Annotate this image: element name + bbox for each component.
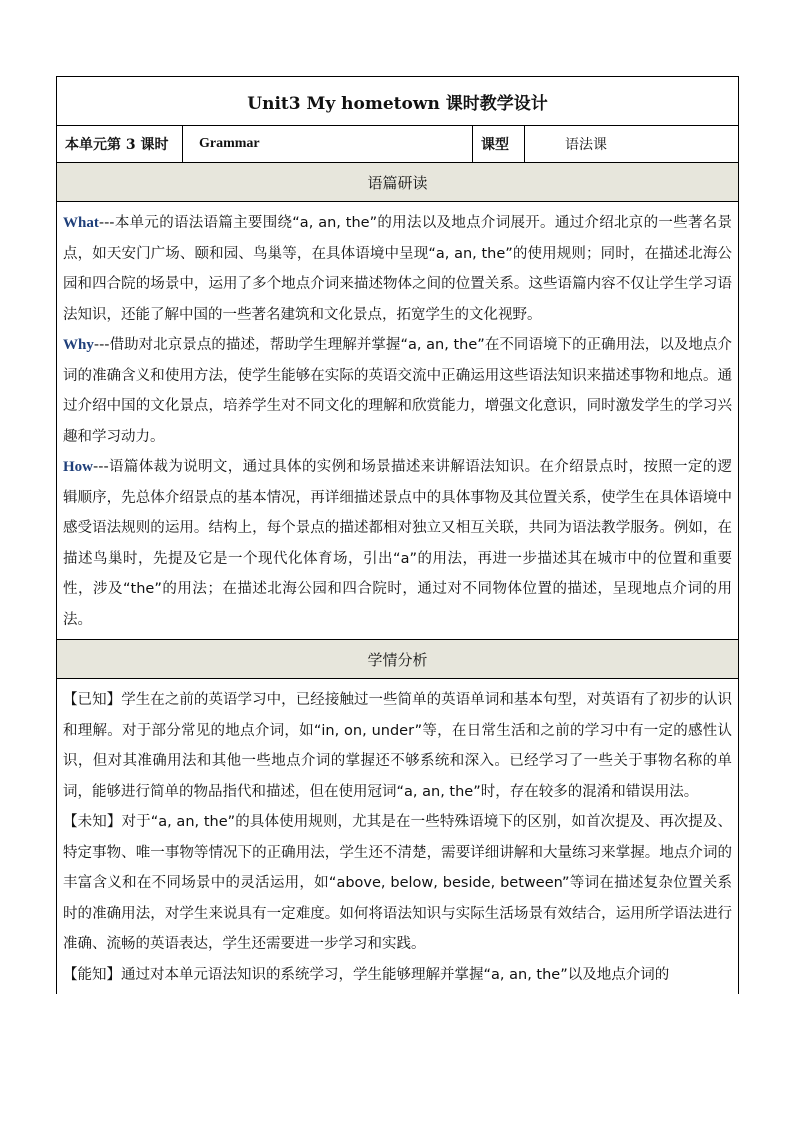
- lesson-type-label: 课型: [473, 126, 525, 163]
- text-analysis-content: [57, 202, 739, 640]
- lesson-number-label: 本单元第 3 课时: [57, 126, 183, 163]
- meta-row: [57, 126, 739, 163]
- text-what: ---本单元的语法语篇主要围绕“a, an, the”的用法以及地点介词展开。通过介绍北京的一些著名景点，如天安门广场、颐和园、鸟巢等，在具体语境中呈现“a, an, the”的使用规则；同时，在描述北海公园和四合院的场景中，运用了多个地点介词来描述物体之间的位置关系。这些语篇内容不仅让学生学习语法知识，还能了解中国的一些著名建筑和文化景点，拓宽学生的文化视野。: [63, 215, 733, 323]
- label-known: 【已知】: [63, 692, 122, 708]
- paragraph-what: [63, 208, 732, 330]
- text-unknown: 对于“a, an, the”的具体使用规则，尤其是在一些特殊语境下的区别，如首次提及、再次提及、特定事物、唯一事物等情况下的正确用法，学生还不清楚，需要详细讲解和大量练习来掌握。地点介词的丰富含义和在不同场景中的灵活运用，如“above, below, beside, between”等词在描述复杂位置关系时的准确用法，对学生来说具有一定难度。如何将语法知识与实际生活场景有效结合，运用所学语法进行准确、流畅的英语表达，学生还需要进一步学习和实践。: [63, 814, 733, 952]
- section-heading-student-analysis: 学情分析: [57, 640, 739, 679]
- paragraph-achievable: [63, 960, 732, 991]
- paragraph-how: [63, 452, 732, 635]
- label-how: How: [63, 459, 93, 475]
- text-achievable: 通过对本单元语法知识的系统学习，学生能够理解并掌握“a, an, the”以及地点介词的: [121, 966, 670, 983]
- text-how: ---语篇体裁为说明文，通过具体的实例和场景描述来讲解语法知识。在介绍景点时，按照一定的逻辑顺序，先总体介绍景点的基本情况，再详细描述景点中的具体事物及其位置关系，使学生在具体语境中感受语法规则的运用。结构上，每个景点的描述都相对独立又相互关联，共同为语法教学服务。例如，在描述鸟巢时，先提及它是一个现代化体育场，引出“a”的用法，再进一步描述其在城市中的位置和重要性，涉及“the”的用法；在描述北海公园和四合院时，通过对不同物体位置的描述，呈现地点介词的用法。: [63, 459, 733, 628]
- lesson-type-value: 语法课: [525, 126, 739, 163]
- paragraph-why: [63, 330, 732, 452]
- section-heading-text-analysis: 语篇研读: [57, 163, 739, 202]
- student-analysis-content: [57, 679, 739, 995]
- lesson-topic: Grammar: [183, 126, 473, 163]
- text-known: 学生在之前的英语学习中，已经接触过一些简单的英语单词和基本句型，对英语有了初步的认识和理解。对于部分常见的地点介词，如“in, on, under”等，在日常生活和之前的学习中有一定的感性认识，但对其准确用法和其他一些地点介词的掌握还不够系统和深入。已经学习了一些关于事物名称的单词，能够进行简单的物品指代和描述，但在使用冠词“a, an, the”时，存在较多的混淆和错误用法。: [63, 692, 733, 800]
- label-why: Why: [63, 337, 94, 353]
- paragraph-unknown: [63, 807, 732, 960]
- label-what: What: [63, 215, 99, 231]
- label-achievable: 【能知】: [63, 966, 121, 983]
- lesson-plan-document: [56, 76, 738, 994]
- lesson-plan-table: [56, 76, 739, 994]
- text-why: ---借助对北京景点的描述，帮助学生理解并掌握“a, an, the”在不同语境下的正确用法，以及地点介词的准确含义和使用方法，使学生能够在实际的英语交流中正确运用这些语法知识来描述事物和地点。通过介绍中国的文化景点，培养学生对不同文化的理解和欣赏能力，增强文化意识，同时激发学生的学习兴趣和学习动力。: [63, 337, 733, 445]
- document-title: Unit3 My hometown 课时教学设计: [57, 77, 739, 126]
- label-unknown: 【未知】: [63, 814, 122, 830]
- paragraph-known: [63, 685, 732, 807]
